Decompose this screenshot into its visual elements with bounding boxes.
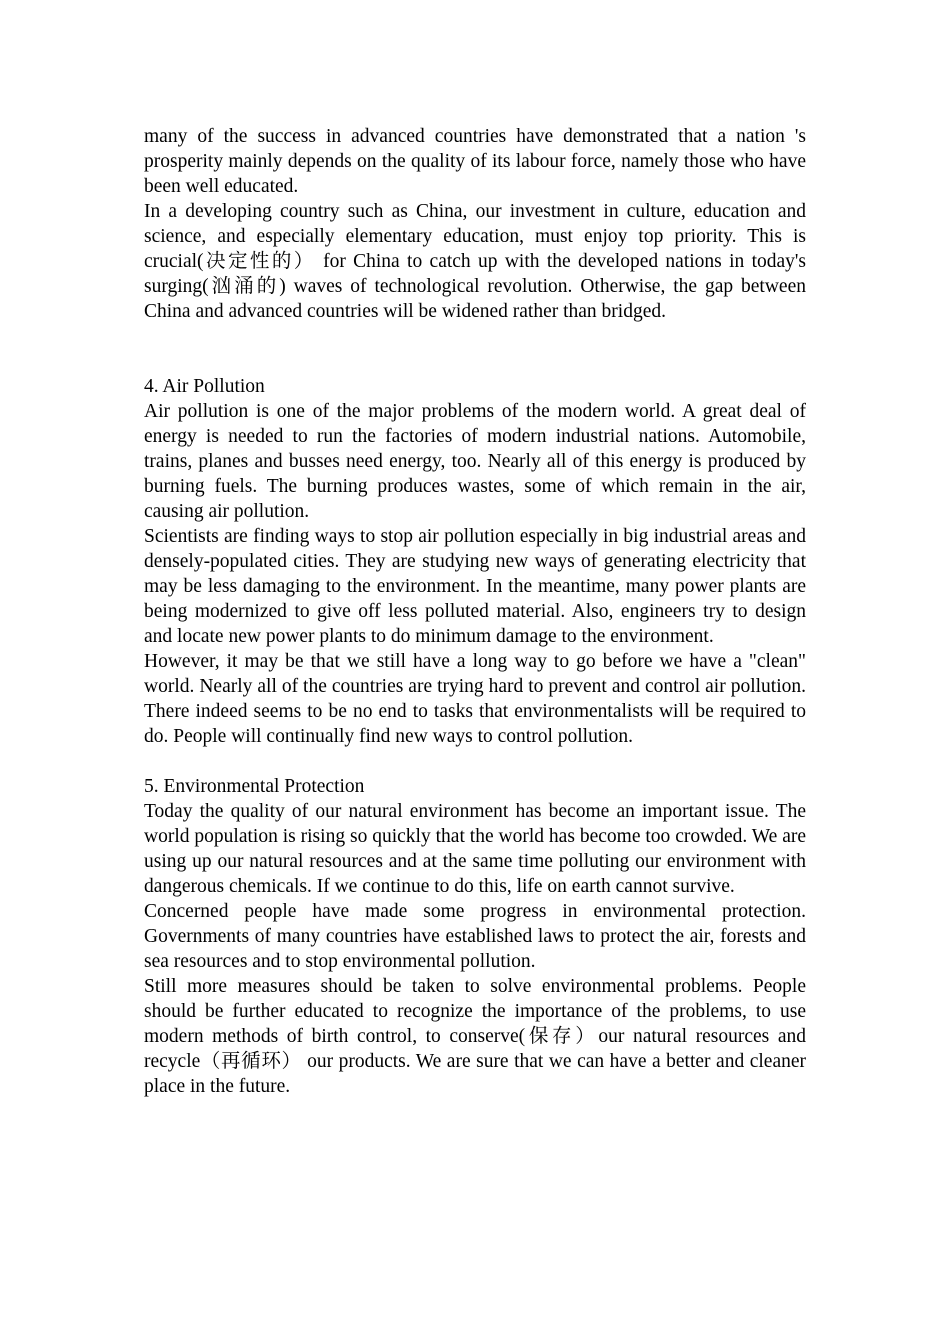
air-pollution-paragraph-2: Scientists are finding ways to stop air pollution especially in big industrial areas and densely-populated cities. They are studying new ways of generating electricity that may be less damaging to the environment. In the meantime, many power plants are being modernized to give off less polluted material. Also, engineers try to design and locate new power plants to do minimum damage to the environment.: [144, 526, 806, 647]
environmental-protection-paragraph-1: Today the quality of our natural environment has become an important issue. The world population is rising so quickly that the world has become too crowded. We are using up our natural resources and at the same time polluting our environment with dangerous chemicals. If we continue to do this, life on earth cannot survive.: [144, 801, 806, 897]
section-spacer: [144, 324, 806, 374]
environmental-protection-paragraph-3: Still more measures should be taken to solve environmental problems. People should be further educated to recognize the importance of the problems, to use modern methods of birth control, to conserve(保存）our natural resources and recycle（再循环） our products. We are sure that we can have a better and cleaner place in the future.: [144, 976, 806, 1097]
intro-paragraph-2: In a developing country such as China, our investment in culture, education and science, and especially elementary education, must enjoy top priority. This is crucial(决定性的） for China to catch up with the developed nations in today's surging(汹涌的) waves of technological revolution. Otherwise, the gap between China and advanced countries will be widened rather than bridged.: [144, 201, 806, 322]
document-body: [144, 124, 806, 1099]
section-heading-air-pollution: 4. Air Pollution: [144, 376, 265, 397]
air-pollution-paragraph-3: However, it may be that we still have a long way to go before we have a "clean" world. Nearly all of the countries are trying hard to prevent and control air pollution. There indeed seems to be no end to tasks that environmentalists will be required to do. People will continually find new ways to control pollution.: [144, 651, 806, 747]
environmental-protection-paragraph-2: Concerned people have made some progress in environmental protection. Governments of many countries have established laws to protect the air, forests and sea resources and to stop environmental pollution.: [144, 901, 806, 972]
section-spacer: [144, 749, 806, 774]
air-pollution-paragraph-1: Air pollution is one of the major problems of the modern world. A great deal of energy is needed to run the factories of modern industrial nations. Automobile, trains, planes and busses need energy, too. Nearly all of this energy is produced by burning fuels. The burning produces wastes, some of which remain in the air, causing air pollution.: [144, 401, 806, 522]
section-heading-environmental-protection: 5. Environmental Protection: [144, 776, 365, 797]
intro-paragraph-1: many of the success in advanced countries have demonstrated that a nation 's prosperity mainly depends on the quality of its labour force, namely those who have been well educated.: [144, 126, 806, 197]
